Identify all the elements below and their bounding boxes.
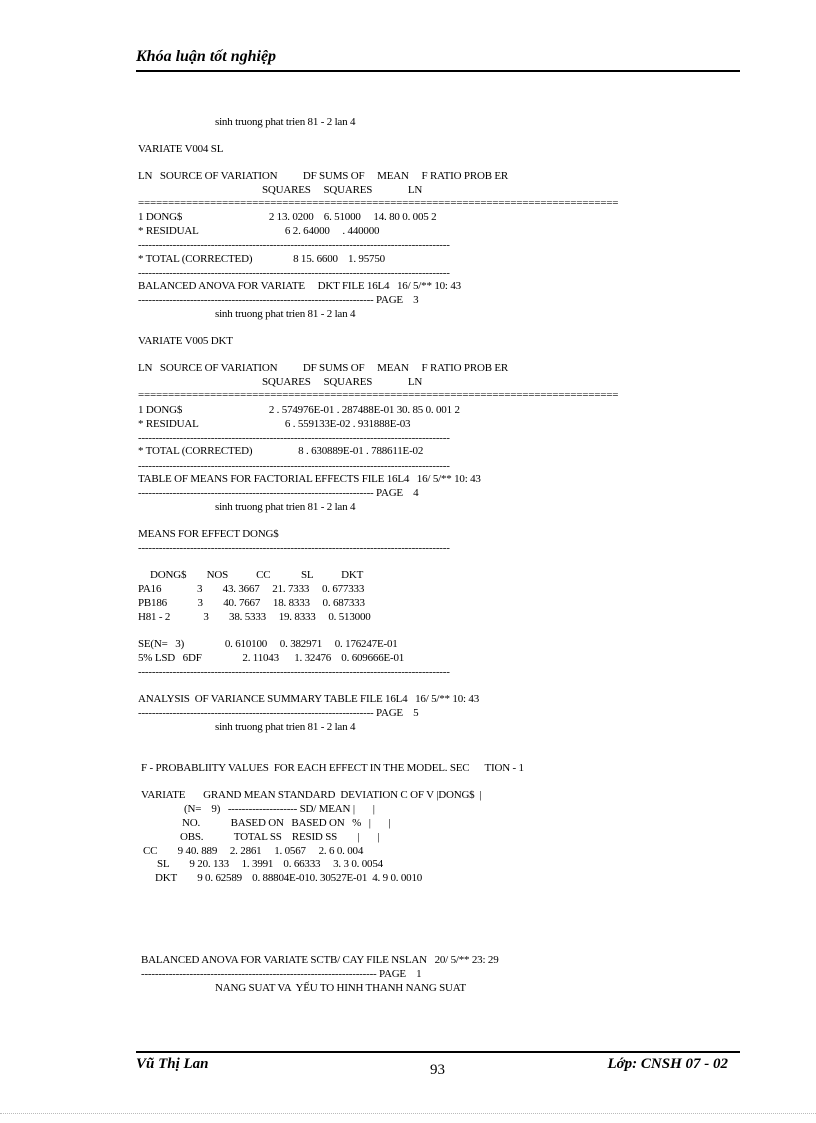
variate-heading: VARIATE V004 SL [138, 143, 224, 155]
subtitle-line: NANG SUAT VA YẾU TO HINH THANH NANG SUAT [215, 982, 466, 994]
single-rule: ------------------------------------------------------------------------------------------ [138, 432, 450, 444]
single-rule: ------------------------------------------------------------------------------------------ [138, 460, 450, 472]
anova-column-header-2: SQUARES SQUARES LN [262, 376, 423, 388]
page-marker-line: -------------------------------------------------------------------- PAGE 1 [141, 968, 422, 980]
anova-row-residual: * RESIDUAL 6 2. 64000 . 440000 [138, 225, 380, 237]
section-heading: ANALYSIS OF VARIANCE SUMMARY TABLE FILE 16L4 16/ 5/** 10: 43 [138, 693, 480, 705]
subtitle-line: sinh truong phat trien 81 - 2 lan 4 [215, 308, 356, 320]
footer-author: Vũ Thị Lan [136, 1056, 209, 1072]
page-edge-dots [0, 1113, 816, 1114]
section-heading: BALANCED ANOVA FOR VARIATE DKT FILE 16L4 16/ 5/** 10: 43 [138, 280, 461, 292]
page-number: 93 [430, 1062, 445, 1078]
anova-row-dong: 1 DONG$ 2 . 574976E-01 . 287488E-01 30. 85 0. 001 2 [138, 404, 460, 416]
double-rule: ================================================================================ [138, 197, 619, 209]
means-column-header: DONG$ NOS CC SL DKT [150, 569, 364, 581]
anova-column-header-2: SQUARES SQUARES LN [262, 184, 423, 196]
anova-row-residual: * RESIDUAL 6 . 559133E-02 . 931888E-03 [138, 418, 411, 430]
single-rule: ------------------------------------------------------------------------------------------ [138, 239, 450, 251]
anova-row-dong: 1 DONG$ 2 13. 0200 6. 51000 14. 80 0. 005 2 [138, 211, 437, 223]
subtitle-line: sinh truong phat trien 81 - 2 lan 4 [215, 501, 356, 513]
double-rule: ================================================================================ [138, 389, 619, 401]
section-heading: BALANCED ANOVA FOR VARIATE SCTB/ CAY FILE NSLAN 20/ 5/** 23: 29 [141, 954, 499, 966]
means-row-pb186: PB186 3 40. 7667 18. 8333 0. 687333 [138, 597, 365, 609]
summary-column-header: VARIATE GRAND MEAN STANDARD DEVIATION C OF V |DONG$ | [141, 789, 482, 801]
footer-class: Lớp: CNSH 07 - 02 [607, 1056, 728, 1072]
means-row-h81: H81 - 2 3 38. 5333 19. 8333 0. 513000 [138, 611, 371, 623]
means-row-pa16: PA16 3 43. 3667 21. 7333 0. 677333 [138, 583, 365, 595]
summary-row-dkt: DKT 9 0. 62589 0. 88804E-010. 30527E-01 4. 9 0. 0010 [155, 872, 423, 884]
means-row-lsd: 5% LSD 6DF 2. 11043 1. 32476 0. 609666E-01 [138, 652, 405, 664]
anova-column-header: LN SOURCE OF VARIATION DF SUMS OF MEAN F RATIO PROB ER [138, 170, 509, 182]
page-marker-line: -------------------------------------------------------------------- PAGE 4 [138, 487, 419, 499]
page-marker-line: -------------------------------------------------------------------- PAGE 3 [138, 294, 419, 306]
anova-column-header: LN SOURCE OF VARIATION DF SUMS OF MEAN F RATIO PROB ER [138, 362, 509, 374]
subtitle-line: sinh truong phat trien 81 - 2 lan 4 [215, 721, 356, 733]
means-heading: MEANS FOR EFFECT DONG$ [138, 528, 279, 540]
section-heading: TABLE OF MEANS FOR FACTORIAL EFFECTS FILE 16L4 16/ 5/** 10: 43 [138, 473, 481, 485]
summary-row-sl: SL 9 20. 133 1. 3991 0. 66333 3. 3 0. 0054 [157, 858, 383, 870]
summary-column-header-4: OBS. TOTAL SS RESID SS | | [180, 831, 380, 843]
single-rule: ------------------------------------------------------------------------------------------ [138, 666, 450, 678]
summary-column-header-3: NO. BASED ON BASED ON % | | [182, 817, 391, 829]
probability-heading: F - PROBABLIITY VALUES FOR EACH EFFECT IN THE MODEL. SEC TION - 1 [141, 762, 524, 774]
single-rule: ------------------------------------------------------------------------------------------ [138, 267, 450, 279]
summary-column-header-2: (N= 9) -------------------- SD/ MEAN | | [184, 803, 375, 815]
variate-heading: VARIATE V005 DKT [138, 335, 233, 347]
anova-row-total: * TOTAL (CORRECTED) 8 . 630889E-01 . 788611E-02 [138, 445, 424, 457]
footer-rule [136, 1051, 740, 1053]
header-rule [136, 70, 740, 72]
running-header-title: Khóa luận tốt nghiệp [136, 48, 277, 65]
summary-row-cc: CC 9 40. 889 2. 2861 1. 0567 2. 6 0. 004 [143, 845, 364, 857]
means-row-se: SE(N= 3) 0. 610100 0. 382971 0. 176247E-01 [138, 638, 398, 650]
single-rule: ------------------------------------------------------------------------------------------ [138, 542, 450, 554]
subtitle-line: sinh truong phat trien 81 - 2 lan 4 [215, 116, 356, 128]
anova-row-total: * TOTAL (CORRECTED) 8 15. 6600 1. 95750 [138, 253, 385, 265]
page-marker-line: -------------------------------------------------------------------- PAGE 5 [138, 707, 419, 719]
